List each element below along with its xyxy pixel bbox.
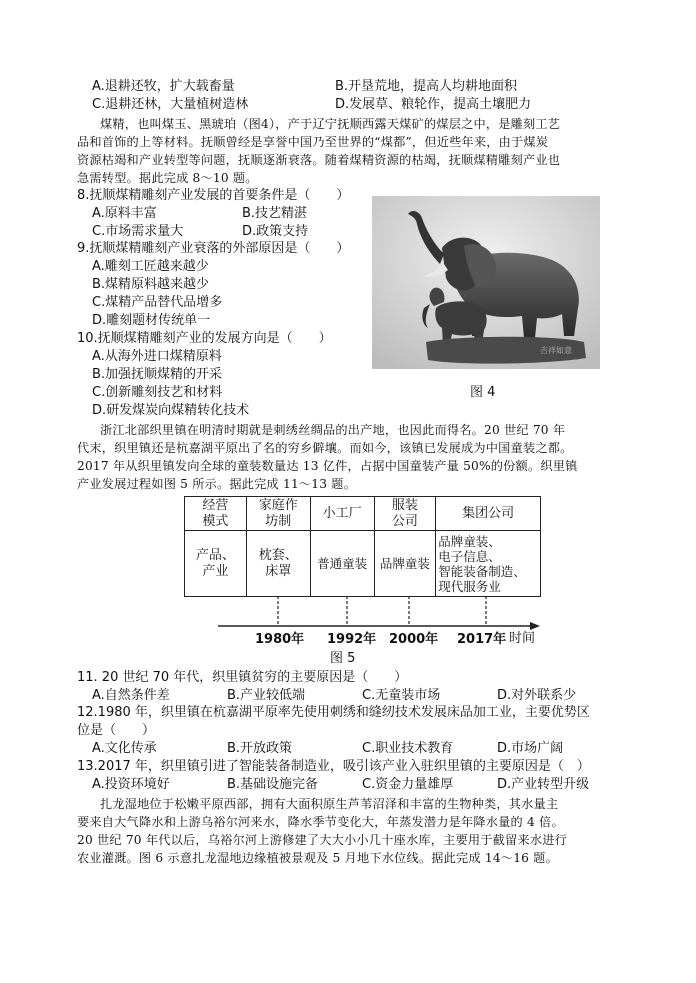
figure4-photo [372,196,600,369]
q13-option-d: D.产业转型升级 [497,777,590,792]
elephant-carving-image [372,196,600,369]
passage1-line: 急需转型。据此完成 8～10 题。 [77,171,258,185]
q13-stem: 13.2017 年，织里镇引进了智能装备制造业，吸引该产业入驻织里镇的主要原因是（ ） [77,759,590,774]
carving-seal-text: 吉祥如意 [540,346,572,355]
q13-option-c: C.资金力量雄厚 [362,777,454,792]
q7-option-c: C.退耕还林，大量植树造林 [92,97,249,112]
q12-option-b: B.开放政策 [227,741,293,756]
figure5-header-row [185,497,541,531]
q7-option-d: D.发展草、粮轮作，提高土壤肥力 [335,97,532,112]
q13-option-a: A.投资环境好 [92,777,170,792]
q12-option-d: D.市场广阔 [497,741,564,756]
figure5-header-cell: 经营 模式 [185,497,247,531]
figure5-data-cell: 品牌童装、 电子信息、 智能装备制造、 现代服务业 [436,531,541,597]
figure5-header-cell: 小工厂 [310,497,374,531]
figure5-table [184,496,541,597]
passage2-line: 2017 年从织里镇发向全球的童装数量达 13 亿件，占据中国童装产量 50%的份额。织里镇 [77,459,578,473]
passage2-line: 产业发展过程如图 5 所示。据此完成 11～13 题。 [77,477,357,491]
timeline-axis-label: 时间 [509,631,536,646]
timeline-year-label: 2017年 [457,632,507,647]
q8-stem: 8.抚顺煤精雕刻产业发展的首要条件是（ ） [77,188,350,203]
q9-option-a: A.雕刻工匠越来越少 [92,259,209,274]
timeline-year-label: 2000年 [389,632,439,647]
q8-option-b: B.技艺精湛 [242,206,308,221]
q10-option-c: C.创新雕刻技艺和材料 [92,385,223,400]
q7-option-a: A.退耕还牧，扩大载畜量 [92,79,235,94]
q11-stem: 11. 20 世纪 70 年代，织里镇贫穷的主要原因是（ ） [77,670,408,685]
q12-option-a: A.文化传承 [92,741,157,756]
timeline-arrow-icon [530,622,540,630]
q10-option-d: D.研发煤炭向煤精转化技术 [92,403,250,418]
figure4-caption: 图 4 [470,385,496,400]
figure5-header-cell: 家庭作 坊制 [246,497,310,531]
passage2-line: 代末，织里镇还是杭嘉湖平原出了名的穷乡僻壤。而如今，该镇已发展成为中国童装之都。 [77,441,573,455]
passage3-line: 扎龙湿地位于松嫩平原西部，拥有大面积原生芦苇沼泽和丰富的生物种类，其水量主 [100,797,559,811]
q12-stem: 12.1980 年，织里镇在杭嘉湖平原率先使用刺绣和缝纫技术发展床品加工业，主要优势区 [77,705,590,720]
q10-stem: 10.抚顺煤精雕刻产业的发展方向是（ ） [77,331,332,346]
q11-option-d: D.对外联系少 [497,688,577,703]
q9-stem: 9.抚顺煤精雕刻产业衰落的外部原因是（ ） [77,241,350,256]
q7-option-b: B.开垦荒地，提高人均耕地面积 [335,79,518,94]
passage1-line: 品和首饰的上等材料。抚顺曾经是享誉中国乃至世界的“煤都”，但近些年来，由于煤炭 [77,135,549,149]
q9-option-b: B.煤精原料越来越少 [92,277,210,292]
q11-option-b: B.产业较低端 [227,688,306,703]
figure5-data-cell: 品牌童装 [374,531,436,597]
q11-option-c: C.无童装市场 [362,688,441,703]
q9-option-d: D.雕刻题材传统单一 [92,313,211,328]
passage3-line: 20 世纪 70 年代以后，乌裕尔河上游修建了大大小小几十座水库，主要用于截留来水进行 [77,833,567,847]
q8-option-d: D.政策支持 [242,224,309,239]
figure5-caption: 图 5 [330,651,356,666]
figure5-timeline [210,596,550,636]
passage3-line: 农业灌溉。图 6 示意扎龙湿地边缘植被景观及 5 月地下水位线。据此完成 14～16 题。 [77,851,558,865]
timeline-year-label: 1992年 [327,632,377,647]
passage1-line: 资源枯竭和产业转型等问题，抚顺逐渐衰落。随着煤精资源的枯竭，抚顺煤精雕刻产业也 [77,153,561,167]
q8-option-c: C.市场需求量大 [92,224,184,239]
figure5-data-cell: 产品、 产业 [185,531,247,597]
passage3-line: 要来自大气降水和上游乌裕尔河来水，降水季节变化大，年蒸发潜力是年降水量的 4 倍。 [77,815,564,829]
passage2-line: 浙江北部织里镇在明清时期就是刺绣丝绸品的出产地，也因此而得名。20 世纪 70 年 [100,423,566,437]
figure5-data-cell: 枕套、 床罩 [246,531,310,597]
q12-stem-continued: 位是（ ） [77,723,156,738]
q10-option-a: A.从海外进口煤精原料 [92,349,222,364]
q13-option-b: B.基础设施完备 [227,777,319,792]
figure5-data-cell: 普通童装 [310,531,374,597]
timeline-year-label: 1980年 [255,632,305,647]
figure5-header-cell: 服装 公司 [374,497,436,531]
q8-option-a: A.原料丰富 [92,206,157,221]
passage1-line: 煤精，也叫煤玉、黑琥珀（图4），产于辽宁抚顺西露天煤矿的煤层之中，是雕刻工艺 [100,117,561,131]
figure5-data-row [185,531,541,597]
figure5-header-cell: 集团公司 [436,497,541,531]
q9-option-c: C.煤精产品替代品增多 [92,295,223,310]
q10-option-b: B.加强抚顺煤精的开采 [92,367,223,382]
q12-option-c: C.职业技术教育 [362,741,454,756]
q11-option-a: A.自然条件差 [92,688,170,703]
